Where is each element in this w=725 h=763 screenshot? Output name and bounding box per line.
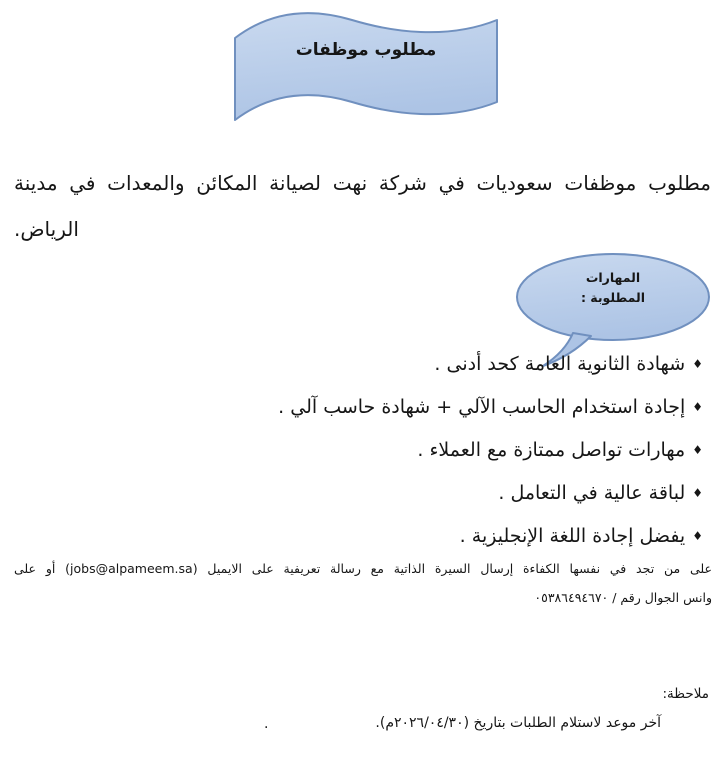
requirement-text: يفضل إجادة اللغة الإنجليزية . bbox=[459, 525, 686, 547]
deadline-prefix: آخر موعد لاستلام الطلبات بتاريخ ( bbox=[463, 715, 661, 731]
job-heading-line2: الرياض. bbox=[14, 217, 79, 241]
application-instructions bbox=[14, 559, 712, 607]
diamond-bullet-icon: ♦ bbox=[692, 486, 703, 500]
requirement-item bbox=[14, 522, 703, 551]
diamond-bullet-icon: ♦ bbox=[692, 357, 703, 371]
job-heading bbox=[14, 168, 711, 244]
diamond-bullet-icon: ♦ bbox=[692, 443, 703, 457]
deadline-line bbox=[375, 715, 661, 731]
email-text: jobs@alpameem.sa bbox=[70, 561, 193, 576]
wave-shape-graphic bbox=[232, 4, 500, 126]
skills-callout-text bbox=[513, 268, 713, 308]
requirement-text: لباقة عالية في التعامل . bbox=[498, 482, 686, 504]
requirements-list bbox=[14, 350, 703, 565]
requirement-item bbox=[14, 479, 703, 508]
banner-title: مطلوب موظفات bbox=[295, 40, 437, 60]
diamond-bullet-icon: ♦ bbox=[692, 529, 703, 543]
requirement-text: إجادة استخدام الحاسب الآلي + شهادة حاسب آلي . bbox=[278, 396, 686, 418]
requirement-text: مهارات تواصل ممتازة مع العملاء . bbox=[417, 439, 686, 461]
requirement-item bbox=[14, 393, 703, 422]
note-title: ملاحظة: bbox=[662, 686, 709, 702]
application-text-before-email: على من تجد في نفسها الكفاءة إرسال السيرة الذاتية مع رسالة تعريفية على الايميل ( bbox=[192, 561, 712, 576]
stray-period: . bbox=[264, 716, 269, 732]
skills-callout-line1: المهارات bbox=[585, 270, 641, 285]
phone-number: ٠٥٣٨٦٤٩٤٦٧٠ bbox=[534, 590, 609, 605]
diamond-bullet-icon: ♦ bbox=[692, 400, 703, 414]
whatsapp-label: وانس الجوال رقم / bbox=[608, 590, 712, 605]
application-line1 bbox=[14, 559, 712, 578]
requirement-item bbox=[14, 436, 703, 465]
deadline-suffix: م). bbox=[375, 715, 394, 731]
requirement-item bbox=[14, 350, 703, 379]
banner-wave-shape bbox=[232, 4, 500, 126]
deadline-date: ٢٠٢٦/٠٤/٣٠ bbox=[394, 715, 464, 731]
skills-callout-line2: المطلوبة : bbox=[580, 290, 646, 305]
requirement-text: شهادة الثانوية العامة كحد أدنى . bbox=[434, 353, 686, 375]
application-line2 bbox=[14, 588, 712, 607]
application-text-after-email: ) أو على bbox=[14, 561, 71, 576]
job-heading-line1: مطلوب موظفات سعوديات في شركة نهت لصيانة المكائن والمعدات في مدينة bbox=[14, 171, 711, 195]
